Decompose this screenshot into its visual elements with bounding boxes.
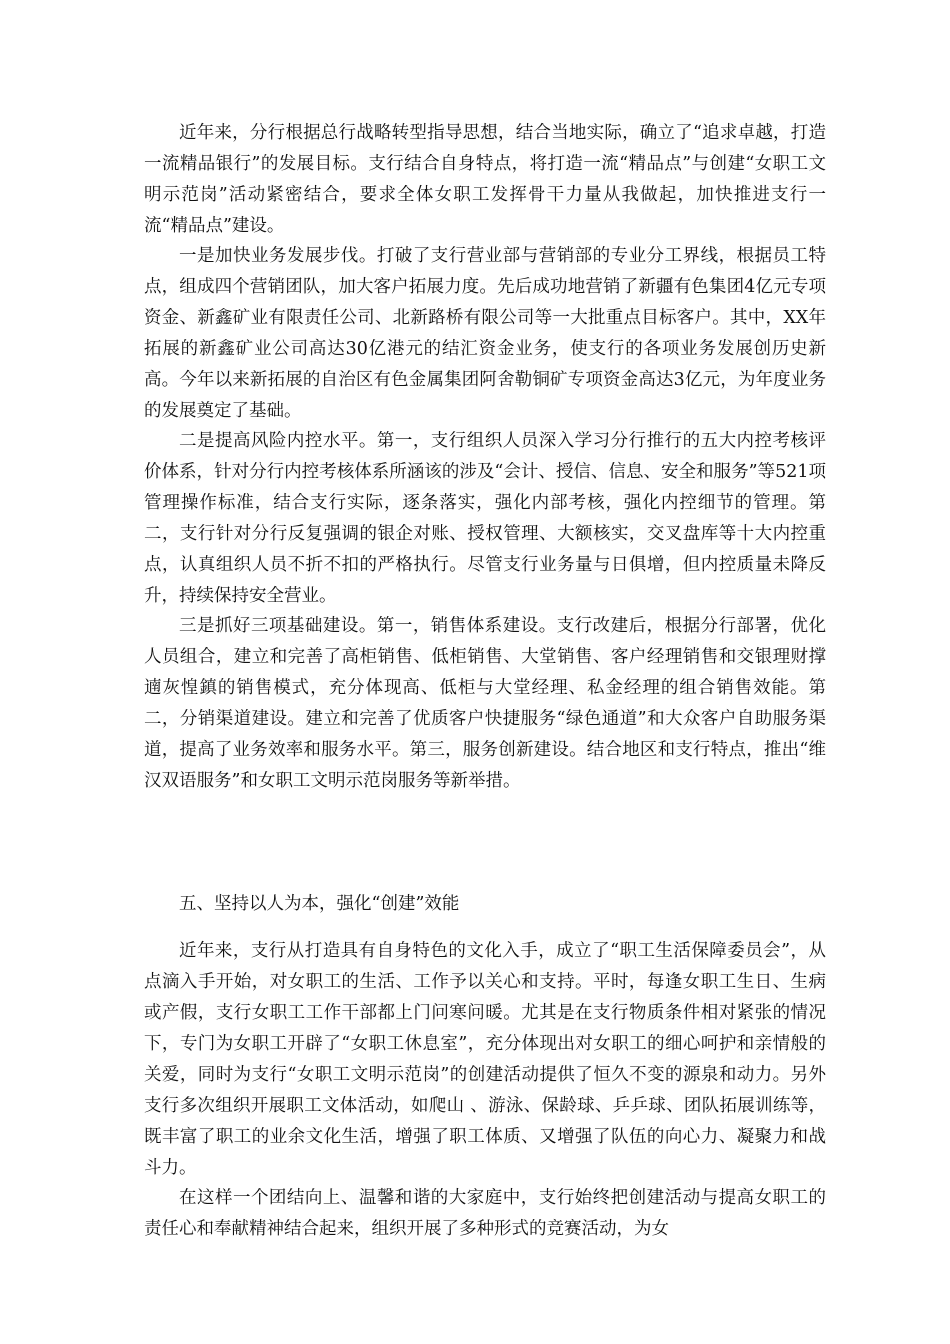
paragraph-staff-care: 近年来，支行从打造具有自身特色的文化入手，成立了“职工生活保障委员会”，从点滴入手开始，对女职工的生活、工作予以关心和支持。平时，每逢女职工生日、生病或产假，支行女职工工作干部都上门问寒问暖。尤其是在支行物质条件相对紧张的情况下，专门为女职工开辟了“女职工休息室”，充分体现出对女职工的细心呵护和亲情般的关爱，同时为支行“女职工文明示范岗”的创建活动提供了恒久不变的源泉和动力。另外支行多次组织开展职工文体活动，如爬山 、游泳、保龄球、乒乒球、团队拓展训练等，既丰富了职工的业余文化生活，增强了职工体质、又增强了队伍的向心力、凝聚力和战斗力。 [144, 941, 826, 1178]
paragraph-infrastructure: 三是抓好三项基础建设。第一，销售体系建设。支行改建后，根据分行部署，优化人员组合，建立和完善了高柜销售、低柜销售、大堂销售、客户经理销售和交银理财撑遖灰惶鎮的销售模式，充分体现高、低柜与大堂经理、私金经理的组合销售效能。第二，分销渠道建设。建立和完善了优质客户快捷服务“绿色通道”和大众客户自助服务渠道，提高了业务效率和服务水平。第三，服务创新建设。结合地区和支行特点，推出“维汉双语服务”和女职工文明示范岗服务等新举措。 [144, 616, 826, 791]
section-heading: 五、坚持以人为本，强化“创建”效能 [179, 894, 460, 914]
paragraph-business-growth: 一是加快业务发展步伐。打破了支行营业部与营销部的专业分工界线，根据员工特点，组成四个营销团队，加大客户拓展力度。先后成功地营销了新疆有色集团4亿元专项资金、新鑫矿业有限责任公司、北新路桥有限公司等一大批重点目标客户。其中，XX年拓展的新鑫矿业公司高达30亿港元的结汇资金业务，使支行的各项业务发展创历史新高。今年以来新拓展的自治区有色金属集团阿舍勒铜矿专项资金高达3亿元，为年度业务的发展奠定了基础。 [144, 246, 826, 421]
paragraph-development-goal: 近年来，分行根据总行战略转型指导思想，结合当地实际，确立了“追求卓越，打造一流精品银行”的发展目标。支行结合自身特点，将打造一流“精品点”与创建“女职工文明示范岗”活动紧密结合，要求全体女职工发挥骨干力量从我做起，加快推进支行一流“精品点”建设。 [144, 123, 826, 236]
paragraph-risk-control: 二是提高风险内控水平。第一，支行组织人员深入学习分行推行的五大内控考核评价体系，针对分行内控考核体系所涵该的涉及“会计、授信、信息、安全和服务”等521项管理操作标准，结合支行实际，逐条落实，强化内部考核，强化内控细节的管理。第二，支行针对分行反复强调的银企对账、授权管理、大额核实，交叉盘库等十大内控重点，认真组织人员不折不扣的严格执行。尽管支行业务量与日俱增，但内控质量未降反升，持续保持安全营业。 [144, 431, 826, 606]
paragraph-competition: 在这样一个团结向上、温馨和谐的大家庭中，支行始终把创建活动与提高女职工的责任心和奉献精神结合起来，组织开展了多种形式的竞赛活动，为女 [144, 1188, 826, 1239]
